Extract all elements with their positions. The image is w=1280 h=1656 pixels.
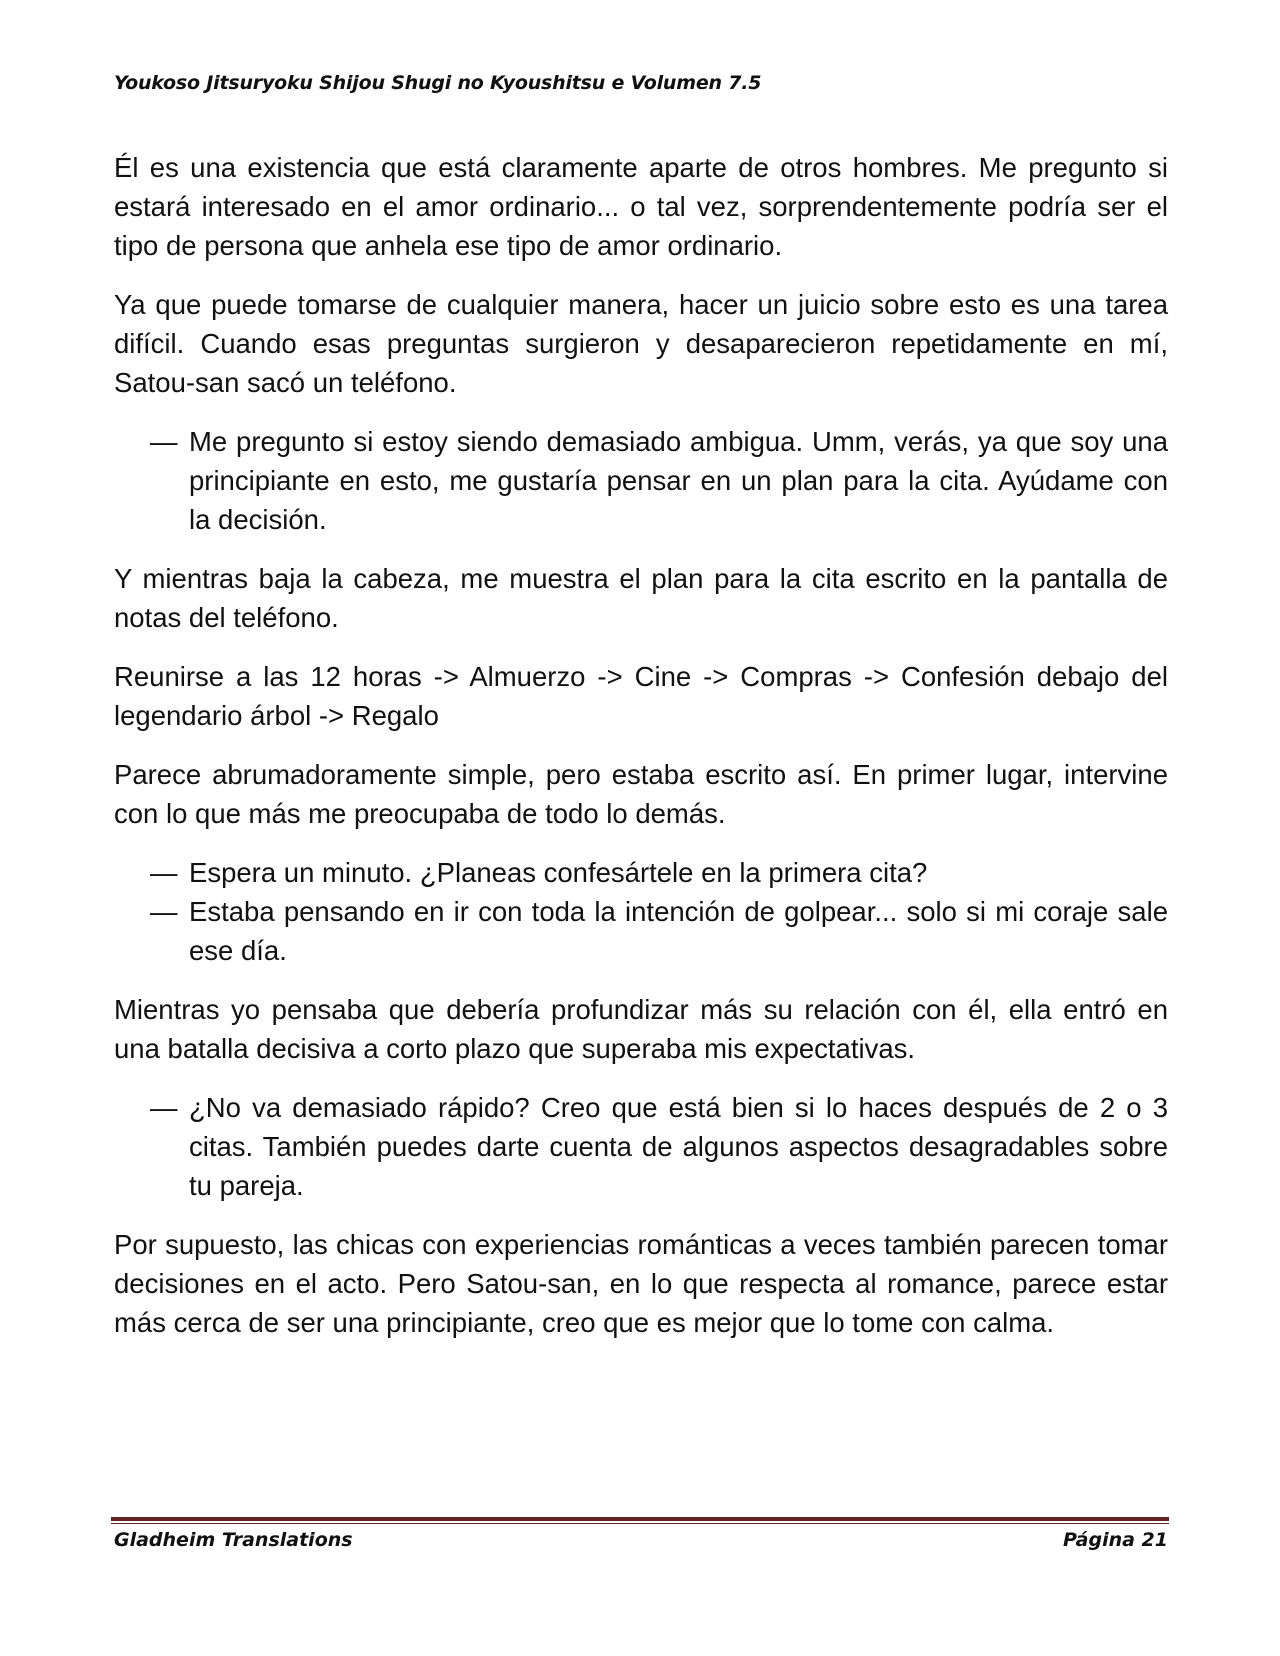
footer-divider-thin — [111, 1523, 1169, 1524]
paragraph-7: Por supuesto, las chicas con experiencias románticas a veces también parecen tomar decisiones en el acto. Pero Satou-san, en lo que respecta al romance, parece estar más cerca de ser una principiante, creo que es mejor que lo tome con calma. — [114, 1229, 1168, 1338]
dialogue-text: Estaba pensando en ir con toda la intención de golpear... solo si mi coraje sale ese día. — [189, 896, 1168, 966]
dialogue-dash: — — [150, 1092, 178, 1123]
dialogue-block-2 — [114, 853, 1168, 970]
paragraph-4: Reunirse a las 12 horas -> Almuerzo -> Cine -> Compras -> Confesión debajo del legendario árbol -> Regalo — [114, 661, 1168, 731]
dialogue-text: Me pregunto si estoy siendo demasiado ambigua. Umm, verás, ya que soy una principiante en esto, me gustaría pensar en un plan para la cita. Ayúdame con la decisión. — [189, 426, 1168, 535]
page-number: Página 21 — [1062, 1529, 1168, 1551]
dialogue-text: Espera un minuto. ¿Planeas confesártele en la primera cita? — [189, 857, 928, 888]
dialogue-dash: — — [150, 857, 178, 888]
dialogue-block-1 — [114, 422, 1168, 539]
dialogue-text: ¿No va demasiado rápido? Creo que está bien si lo haces después de 2 o 3 citas. También puedes darte cuenta de algunos aspectos desagradables sobre tu pareja. — [189, 1092, 1168, 1201]
page-content — [114, 148, 1168, 1362]
dialogue-line — [114, 892, 1168, 970]
running-header: Youkoso Jitsuryoku Shijou Shugi no Kyoushitsu e Volumen 7.5 — [114, 72, 762, 94]
footer-credit: Gladheim Translations — [114, 1529, 353, 1551]
dialogue-line — [114, 1088, 1168, 1205]
dialogue-dash: — — [150, 896, 178, 927]
footer-divider — [111, 1517, 1169, 1521]
paragraph-2: Ya que puede tomarse de cualquier manera, hacer un juicio sobre esto es una tarea difícil. Cuando esas preguntas surgieron y desaparecieron repetidamente en mí, Satou-san sacó un teléfono. — [114, 289, 1168, 398]
dialogue-block-3 — [114, 1088, 1168, 1205]
paragraph-6: Mientras yo pensaba que debería profundizar más su relación con él, ella entró en una batalla decisiva a corto plazo que superaba mis expectativas. — [114, 994, 1168, 1064]
paragraph-5: Parece abrumadoramente simple, pero estaba escrito así. En primer lugar, intervine con lo que más me preocupaba de todo lo demás. — [114, 759, 1168, 829]
dialogue-dash: — — [150, 426, 178, 457]
dialogue-line — [114, 422, 1168, 539]
dialogue-line — [114, 853, 1168, 892]
paragraph-1: Él es una existencia que está claramente aparte de otros hombres. Me pregunto si estará interesado en el amor ordinario... o tal vez, sorprendentemente podría ser el tipo de persona que anhela ese tipo de amor ordinario. — [114, 152, 1168, 261]
paragraph-3: Y mientras baja la cabeza, me muestra el plan para la cita escrito en la pantalla de notas del teléfono. — [114, 563, 1168, 633]
